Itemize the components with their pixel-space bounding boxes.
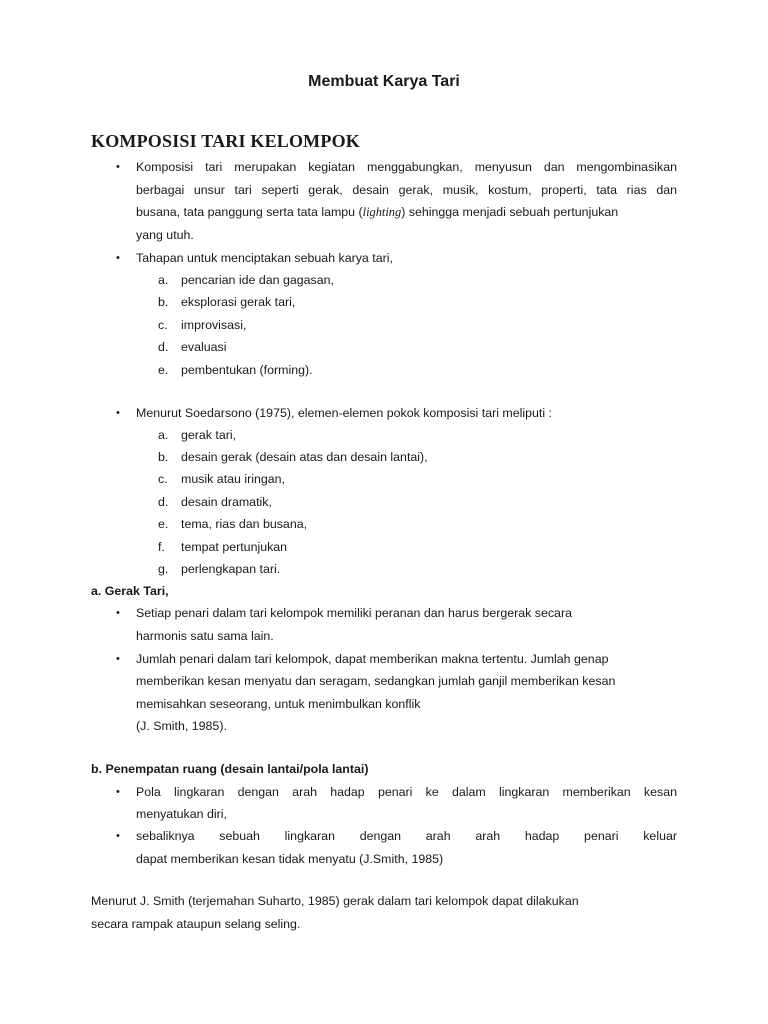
list-marker: f. bbox=[158, 540, 165, 554]
list-marker: b. bbox=[158, 295, 169, 309]
list-marker: c. bbox=[158, 318, 168, 332]
list-item: perlengkapan tari. bbox=[181, 562, 281, 576]
paragraph-line: sebaliknya sebuah lingkaran dengan arah arah hadap penari keluar bbox=[136, 829, 677, 843]
paragraph-line: secara rampak ataupun selang seling. bbox=[91, 917, 301, 931]
paragraph-line: Tahapan untuk menciptakan sebuah karya tari, bbox=[136, 251, 393, 265]
list-marker: a. bbox=[158, 273, 169, 287]
list-item: eksplorasi gerak tari, bbox=[181, 295, 296, 309]
section-heading: KOMPOSISI TARI KELOMPOK bbox=[91, 131, 360, 151]
paragraph-line: menyatukan diri, bbox=[136, 807, 227, 821]
list-marker: g. bbox=[158, 562, 169, 576]
subsection-heading: b. Penempatan ruang (desain lantai/pola lantai) bbox=[91, 762, 369, 776]
paragraph-line: (J. Smith, 1985). bbox=[136, 719, 227, 733]
list-item: tema, rias dan busana, bbox=[181, 517, 308, 531]
paragraph-line: dapat memberikan kesan tidak menyatu (J.Smith, 1985) bbox=[136, 852, 444, 866]
bullet-icon: • bbox=[116, 161, 120, 173]
list-marker: e. bbox=[158, 517, 169, 531]
paragraph-line: Jumlah penari dalam tari kelompok, dapat memberikan makna tertentu. Jumlah genap bbox=[136, 652, 609, 666]
bullet-icon: • bbox=[116, 786, 120, 798]
list-marker: a. bbox=[158, 428, 169, 442]
paragraph-line bbox=[136, 205, 677, 220]
list-item: desain gerak (desain atas dan desain lantai), bbox=[181, 450, 428, 464]
list-item: improvisasi, bbox=[181, 318, 247, 332]
list-item: pembentukan (forming). bbox=[181, 363, 313, 377]
paragraph-line: berbagai unsur tari seperti gerak, desain gerak, musik, kostum, properti, tata rias dan bbox=[136, 183, 677, 197]
list-item: evaluasi bbox=[181, 340, 227, 354]
paragraph-line: harmonis satu sama lain. bbox=[136, 629, 274, 643]
paragraph-line: yang utuh. bbox=[136, 228, 194, 242]
bullet-icon: • bbox=[116, 607, 120, 619]
bullet-icon: • bbox=[116, 407, 120, 419]
list-marker: e. bbox=[158, 363, 169, 377]
text-segment: ) sehingga menjadi sebuah pertunjukan bbox=[401, 205, 619, 219]
bullet-icon: • bbox=[116, 252, 120, 264]
list-marker: b. bbox=[158, 450, 169, 464]
list-item: desain dramatik, bbox=[181, 495, 272, 509]
list-item: gerak tari, bbox=[181, 428, 237, 442]
paragraph-line: Setiap penari dalam tari kelompok memiliki peranan dan harus bergerak secara bbox=[136, 606, 572, 620]
bullet-icon: • bbox=[116, 830, 120, 842]
list-marker: d. bbox=[158, 340, 169, 354]
list-item: tempat pertunjukan bbox=[181, 540, 288, 554]
italic-term: lighting bbox=[362, 205, 402, 219]
document-title: Membuat Karya Tari bbox=[308, 73, 460, 90]
text-segment: busana, tata panggung serta tata lampu ( bbox=[136, 205, 363, 219]
paragraph-line: Menurut J. Smith (terjemahan Suharto, 1985) gerak dalam tari kelompok dapat dilakukan bbox=[91, 894, 579, 908]
paragraph-line: Pola lingkaran dengan arah hadap penari ke dalam lingkaran memberikan kesan bbox=[136, 785, 677, 799]
paragraph-line: memberikan kesan menyatu dan seragam, sedangkan jumlah ganjil memberikan kesan bbox=[136, 674, 616, 688]
list-item: pencarian ide dan gagasan, bbox=[181, 273, 334, 287]
list-marker: d. bbox=[158, 495, 169, 509]
paragraph-line-part bbox=[136, 205, 618, 220]
paragraph-line: Menurut Soedarsono (1975), elemen-elemen pokok komposisi tari meliputi : bbox=[136, 406, 552, 420]
paragraph-line: memisahkan seseorang, untuk menimbulkan konflik bbox=[136, 697, 421, 711]
list-marker: c. bbox=[158, 472, 168, 486]
list-item: musik atau iringan, bbox=[181, 472, 285, 486]
bullet-icon: • bbox=[116, 653, 120, 665]
subsection-heading: a. Gerak Tari, bbox=[91, 584, 169, 598]
paragraph-line: Komposisi tari merupakan kegiatan menggabungkan, menyusun dan mengombinasikan bbox=[136, 160, 677, 174]
